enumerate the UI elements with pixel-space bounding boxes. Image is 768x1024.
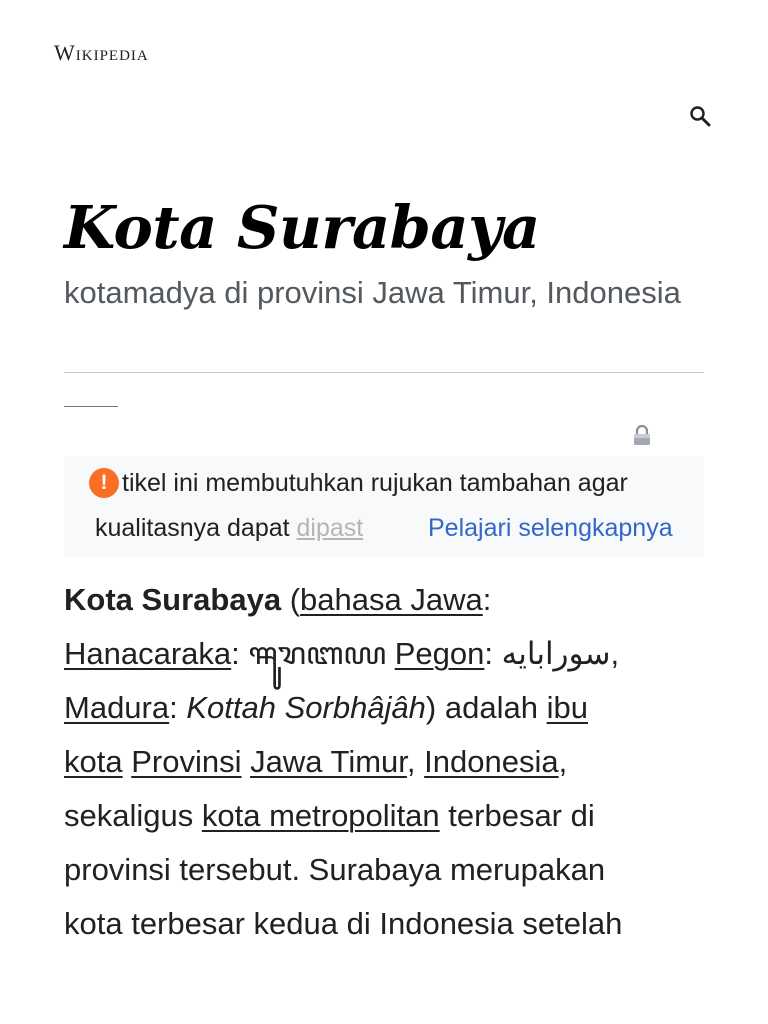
body-line: [64, 789, 714, 843]
body-line: [64, 681, 714, 735]
text: :: [169, 690, 187, 725]
title-divider: [64, 372, 704, 373]
text: [242, 744, 251, 779]
body-line: kota terbesar kedua di Indonesia setelah: [64, 906, 623, 941]
text: (: [281, 582, 301, 617]
search-button[interactable]: [684, 100, 716, 132]
link-hanacaraka[interactable]: Hanacaraka: [64, 636, 232, 671]
madurese-name: Kottah Sorbhâjâh: [186, 690, 426, 725]
text: [123, 744, 132, 779]
lock-icon[interactable]: [632, 424, 652, 446]
link-indonesia[interactable]: Indonesia: [424, 744, 559, 779]
text: ,: [558, 744, 568, 779]
text: ,: [610, 636, 620, 671]
lead-term: Kota Surabaya: [64, 582, 282, 617]
maintenance-notice: [64, 456, 704, 557]
body-line: provinsi tersebut. Surabaya merupakan: [64, 852, 606, 887]
arabic-script: سورابايه: [501, 636, 611, 671]
page-title: Kota Surabaya: [64, 193, 540, 262]
page-header: [0, 0, 768, 150]
text: [386, 636, 395, 671]
body-line: [64, 627, 714, 681]
body-line: [64, 735, 714, 789]
body-line: [64, 573, 714, 627]
text: :: [482, 582, 492, 617]
text: ) adalah: [425, 690, 547, 725]
exclamation-icon: !: [89, 468, 119, 498]
link-ibu-kota[interactable]: ibu: [546, 690, 588, 725]
link-bahasa-jawa[interactable]: bahasa Jawa: [300, 582, 483, 617]
notice-text-prefix: kualitasnya dapat: [95, 514, 297, 542]
article-body: [64, 573, 714, 951]
text: terbesar di: [439, 798, 595, 833]
text: sekaligus: [64, 798, 202, 833]
link-jawa-timur[interactable]: Jawa Timur: [250, 744, 407, 779]
page-subtitle: kotamadya di provinsi Jawa Timur, Indonesia: [64, 275, 681, 310]
notice-faded-link[interactable]: dipast: [296, 514, 364, 542]
link-madura[interactable]: Madura: [64, 690, 170, 725]
notice-text-line2: [95, 511, 363, 545]
wikipedia-logo[interactable]: Wikipedia: [54, 40, 149, 65]
notice-text-line1: tikel ini membutuhkan rujukan tambahan agar: [122, 469, 628, 497]
link-pegon[interactable]: Pegon: [394, 636, 485, 671]
link-kota-metropolitan[interactable]: kota metropolitan: [201, 798, 440, 833]
javanese-script: ꦯꦸꦫꦧꦪ: [248, 636, 387, 671]
text: ,: [406, 744, 425, 779]
text: :: [231, 636, 249, 671]
search-icon: [689, 105, 711, 127]
notice-learn-more-link[interactable]: Pelajari selengkapnya: [428, 514, 673, 542]
link-ibu-kota-cont[interactable]: kota: [64, 744, 123, 779]
link-provinsi[interactable]: Provinsi: [131, 744, 242, 779]
short-divider: [64, 406, 118, 407]
text: :: [484, 636, 502, 671]
